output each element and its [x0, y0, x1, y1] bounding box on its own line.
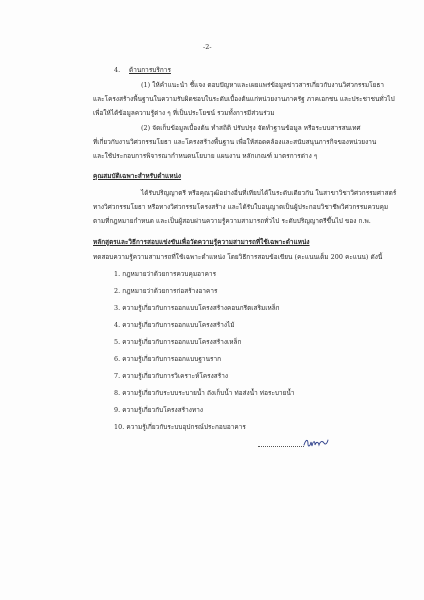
exam-intro: ทดสอบความรู้ความสามารถที่ใช้เฉพาะตำแหน่ง โดยวิธีการสอบข้อเขียน (คะแนนเต็ม 200 คะแนน) ดังนี้	[93, 253, 383, 261]
list-item: 10. ความรู้เกี่ยวกับระบบอุปกรณ์ประกอบอาคาร	[114, 423, 246, 431]
paragraph-line: ตามที่กฎหมายกำหนด และเป็นผู้สอบผ่านความรู้ความสามารถทั่วไป ระดับปริญญาตรีขึ้นไป ของ ก.พ.	[93, 217, 371, 225]
list-item: 9. ความรู้เกี่ยวกับโครงสร้างทาง	[114, 406, 204, 414]
handwritten-initials-icon	[302, 436, 330, 450]
list-item: 7. ความรู้เกี่ยวกับการวิเคราะห์โครงสร้าง	[114, 372, 229, 380]
page-number: -2-	[203, 43, 212, 51]
paragraph-line: ที่เกี่ยวกับงานวิศวกรรมโยธา และโครงสร้างพื้นฐาน เพื่อให้สอดคล้องและสนับสนุนภารกิจของหน่วยงาน	[93, 138, 377, 146]
paragraph-line: ได้รับปริญญาตรี หรือคุณวุฒิอย่างอื่นที่เทียบได้ในระดับเดียวกัน ในสาขาวิชาวิศวกรรมศาสตร์	[141, 189, 397, 197]
signature-line	[258, 446, 304, 447]
list-item: 4. ความรู้เกี่ยวกับการออกแบบโครงสร้างไม้	[114, 321, 235, 329]
paragraph-line: (2) จัดเก็บข้อมูลเบื้องต้น ทำสถิติ ปรับปรุง จัดทำฐานข้อมูล หรือระบบสารสนเทศ	[141, 124, 361, 132]
list-item: 8. ความรู้เกี่ยวกับระบบระบายน้ำ ถังเก็บน้ำ ท่อส่งน้ำ ท่อระบายน้ำ	[114, 389, 295, 397]
list-item: 3. ความรู้เกี่ยวกับการออกแบบโครงสร้างคอนกรีตเสริมเหล็ก	[114, 304, 280, 312]
paragraph-line: และโครงสร้างพื้นฐานในความรับผิดชอบในระดับเบื้องต้นแก่หน่วยงานภาครัฐ ภาคเอกชน และประชาชนทั่วไป	[93, 95, 395, 103]
qualifications-heading: คุณสมบัติเฉพาะสำหรับตำแหน่ง	[93, 172, 182, 180]
exam-heading: หลักสูตรและวิธีการสอบแข่งขันเพื่อวัดความรู้ความสามารถที่ใช้เฉพาะตำแหน่ง	[93, 238, 310, 246]
list-item: 2. กฎหมายว่าด้วยการก่อสร้างอาคาร	[114, 287, 218, 295]
section-heading: ด้านการบริการ	[129, 66, 171, 74]
section-number: 4.	[114, 66, 121, 74]
paragraph-line: และใช้ประกอบการพิจารณากำหนดนโยบาย แผนงาน หลักเกณฑ์ มาตรการต่าง ๆ	[93, 152, 318, 160]
paragraph-line: ทางวิศวกรรมโยธา หรือทางวิศวกรรมโครงสร้าง และได้รับใบอนุญาตเป็นผู้ประกอบวิชาชีพวิศวกรรมควบคุม	[93, 203, 389, 211]
paragraph-line: เพื่อให้ได้ข้อมูลความรู้ต่าง ๆ ที่เป็นประโยชน์ รวมทั้งการมีส่วนร่วม	[93, 109, 275, 117]
list-item: 1. กฎหมายว่าด้วยการควบคุมอาคาร	[114, 270, 217, 278]
list-item: 6. ความรู้เกี่ยวกับการออกแบบฐานราก	[114, 355, 222, 363]
paragraph-line: (1) ให้คำแนะนำ ชี้แจง ตอบปัญหาและเผยแพร่ข้อมูลข่าวสารเกี่ยวกับงานวิศวกรรมโยธา	[141, 81, 384, 89]
list-item: 5. ความรู้เกี่ยวกับการออกแบบโครงสร้างเหล็ก	[114, 338, 242, 346]
